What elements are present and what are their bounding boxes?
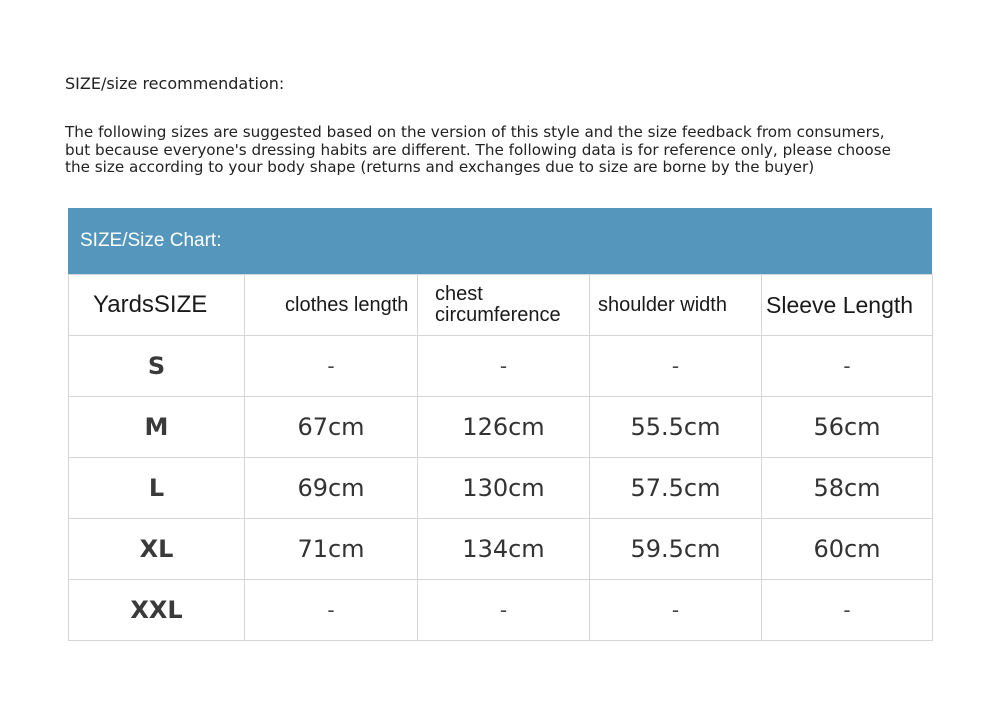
table-row [69,336,933,397]
header-chest-circumference [418,275,590,336]
size-note [65,124,945,177]
page-heading: SIZE/size recommendation: [65,74,285,93]
sleeve-cell: 60cm [762,519,933,580]
size-cell: XL [69,519,245,580]
chest-cell: - [418,580,590,641]
length-cell: 71cm [245,519,418,580]
length-cell: 67cm [245,397,418,458]
length-cell: 69cm [245,458,418,519]
size-cell: S [69,336,245,397]
chest-cell: 134cm [418,519,590,580]
table-row [69,519,933,580]
header-size: YardsSIZE [69,275,245,336]
header-shoulder-width: shoulder width [590,275,762,336]
shoulder-cell: 59.5cm [590,519,762,580]
size-cell: M [69,397,245,458]
chest-cell: - [418,336,590,397]
table-row [69,580,933,641]
header-chest-line: circumference [435,304,561,326]
shoulder-cell: - [590,336,762,397]
sleeve-cell: 58cm [762,458,933,519]
size-table [68,274,933,641]
header-sleeve-length: Sleeve Length [762,275,933,336]
size-chart-banner: SIZE/Size Chart: [68,208,932,274]
chest-cell: 130cm [418,458,590,519]
length-cell: - [245,580,418,641]
size-cell: L [69,458,245,519]
length-cell: - [245,336,418,397]
note-line: The following sizes are suggested based on the version of this style and the size feedback from consumers, [65,123,885,141]
table-header-row [69,275,933,336]
sleeve-cell: - [762,336,933,397]
sleeve-cell: - [762,580,933,641]
header-chest-line: chest [435,283,483,305]
sleeve-cell: 56cm [762,397,933,458]
header-clothes-length: clothes length [245,275,418,336]
shoulder-cell: 55.5cm [590,397,762,458]
shoulder-cell: 57.5cm [590,458,762,519]
shoulder-cell: - [590,580,762,641]
table-row [69,458,933,519]
size-chart [68,208,932,641]
chest-cell: 126cm [418,397,590,458]
note-line: but because everyone's dressing habits are different. The following data is for reference only, please choose [65,140,891,159]
size-cell: XXL [69,580,245,641]
table-row [69,397,933,458]
note-line: the size according to your body shape (returns and exchanges due to size are borne by the buyer) [65,158,815,176]
